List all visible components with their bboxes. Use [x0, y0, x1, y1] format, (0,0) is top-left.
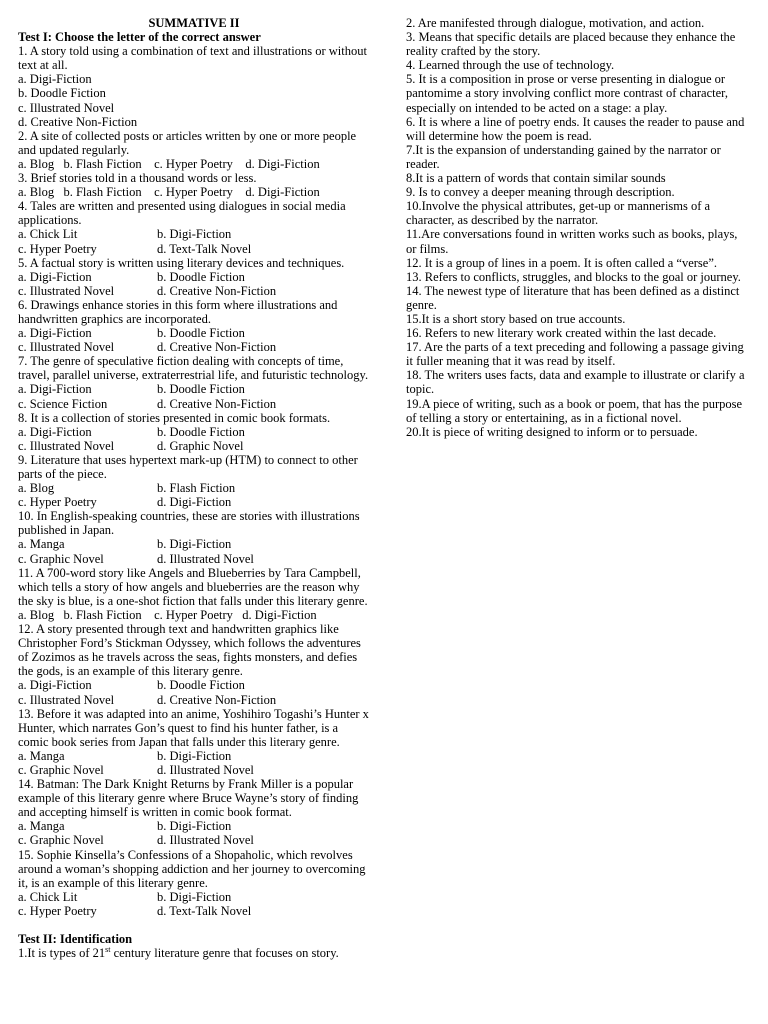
- question-13: [18, 707, 370, 777]
- question-stem: 7. The genre of speculative fiction dealing with concepts of time, travel, parallel universe, extraterrestrial life, and futuristic technology.: [18, 354, 369, 383]
- answer-choice: b. Digi-Fiction: [157, 748, 232, 763]
- answer-choice-row: [18, 481, 370, 495]
- question-stem: 13. Before it was adapted into an anime, Yoshihiro Togashi’s Hunter x Hunter, which narrates Gon’s quest to find his hunter father, is a comic book series from Japan that falls under this literary genre.: [18, 706, 369, 749]
- answer-choice-row: [18, 270, 370, 284]
- question-10: [18, 509, 370, 565]
- answer-choice: c. Illustrated Novel: [18, 340, 115, 355]
- answer-choice: b. Digi-Fiction: [157, 889, 232, 904]
- answer-choice-row: [18, 326, 370, 340]
- question-stem: 3. Brief stories told in a thousand words or less.: [18, 171, 257, 186]
- test2-item-7: 7.It is the expansion of understanding gained by the narrator or reader.: [406, 142, 721, 171]
- answer-choice-row: [18, 904, 370, 918]
- test2-item-13: 13. Refers to conflicts, struggles, and blocks to the goal or journey.: [406, 269, 741, 284]
- test2-item-11: 11.Are conversations found in written works such as books, plays, or films.: [406, 227, 738, 256]
- answer-choice: a. Digi-Fiction: [18, 424, 92, 439]
- question-stem: 9. Literature that uses hypertext mark-up (HTM) to connect to other parts of the piece.: [18, 452, 358, 481]
- question-stem: 15. Sophie Kinsella’s Confessions of a Shopaholic, which revolves around a woman’s shopping addiction and her journey to overcoming it, is an example of this literary genre.: [18, 847, 366, 890]
- answer-choice-row: [18, 819, 370, 833]
- test2-item-5: 5. It is a composition in prose or verse presenting in dialogue or pantomime a story involving conflict more contrast of character, especially on intended to be acted on a stage: a play.: [406, 72, 728, 115]
- answer-choice: d. Creative Non-Fiction: [18, 114, 138, 129]
- answer-choice: c. Hyper Poetry: [18, 241, 97, 256]
- answer-choice: a. Manga: [18, 819, 65, 834]
- question-2: [18, 129, 370, 171]
- answer-choice: a. Digi-Fiction: [18, 269, 92, 284]
- answer-choice: b. Doodle Fiction: [157, 678, 245, 693]
- answer-choice: d. Text-Talk Novel: [157, 241, 252, 256]
- test2-item-4: 4. Learned through the use of technology.: [406, 58, 615, 73]
- test2-item-1-superscript: st: [105, 944, 111, 954]
- answer-choice: b. Doodle Fiction: [157, 382, 245, 397]
- answer-choice: d. Illustrated Novel: [157, 762, 254, 777]
- answer-choice: a. Digi-Fiction: [18, 72, 92, 87]
- answer-choice: a. Blog: [18, 481, 55, 496]
- answer-choice-row: [18, 552, 370, 566]
- answer-choice: c. Graphic Novel: [18, 551, 104, 566]
- answer-choice: d. Creative Non-Fiction: [157, 396, 277, 411]
- question-stem: 8. It is a collection of stories presented in comic book formats.: [18, 410, 331, 425]
- test2-item-18: 18. The writers uses facts, data and example to illustrate or clarify a topic.: [406, 368, 745, 397]
- test2-item-20: 20.It is piece of writing designed to inform or to persuade.: [406, 424, 698, 439]
- question-1: [18, 44, 370, 129]
- answer-choice-row: [18, 495, 370, 509]
- answer-choice: c. Graphic Novel: [18, 762, 104, 777]
- answer-choice-row: [18, 242, 370, 256]
- answer-choice: b. Digi-Fiction: [157, 819, 232, 834]
- test2-item-19: 19.A piece of writing, such as a book or poem, that has the purpose of telling a story or entertaining, as in a fictional novel.: [406, 396, 743, 425]
- answer-choice: b. Digi-Fiction: [157, 227, 232, 242]
- test2-item-3: 3. Means that specific details are placed because they enhance the reality crafted by the story.: [406, 30, 736, 59]
- answer-choice: b. Doodle Fiction: [18, 86, 106, 101]
- answer-choice: c. Science Fiction: [18, 396, 108, 411]
- answer-choice: b. Digi-Fiction: [157, 537, 232, 552]
- question-14: [18, 777, 370, 847]
- question-7: [18, 354, 370, 410]
- answer-choice-row: [18, 890, 370, 904]
- test1-question-list: [18, 44, 370, 918]
- answer-choice-row: [18, 382, 370, 396]
- answer-choice: d. Illustrated Novel: [157, 551, 254, 566]
- question-stem: 1. A story told using a combination of text and illustrations or without text at all.: [18, 44, 367, 73]
- answer-choice: a. Chick Lit: [18, 889, 78, 904]
- answer-choices-inline: a. Blog b. Flash Fiction c. Hyper Poetry d. Digi-Fiction: [18, 607, 317, 622]
- answer-choice: b. Doodle Fiction: [157, 424, 245, 439]
- answer-choice-row: [18, 763, 370, 777]
- answer-choices-inline: a. Blog b. Flash Fiction c. Hyper Poetry d. Digi-Fiction: [18, 156, 320, 171]
- answer-choice: c. Graphic Novel: [18, 833, 104, 848]
- answer-choice: d. Graphic Novel: [157, 438, 244, 453]
- answer-choice: c. Illustrated Novel: [18, 692, 115, 707]
- question-stem: 11. A 700-word story like Angels and Blueberries by Tara Campbell, which tells a story of how angels and blueberries are the reason why the sky is blue, is a one-shot fiction that falls under this literary genre.: [18, 565, 368, 608]
- answer-choice: c. Illustrated Novel: [18, 100, 115, 115]
- answer-choice: d. Creative Non-Fiction: [157, 692, 277, 707]
- answer-choice-row: [18, 397, 370, 411]
- answer-choices-inline: a. Blog b. Flash Fiction c. Hyper Poetry d. Digi-Fiction: [18, 185, 320, 200]
- section-gap: [18, 918, 370, 932]
- answer-choice: d. Creative Non-Fiction: [157, 283, 277, 298]
- answer-choice-row: [18, 833, 370, 847]
- answer-choice: c. Hyper Poetry: [18, 903, 97, 918]
- answer-choice: d. Creative Non-Fiction: [157, 340, 277, 355]
- test2-item-2: 2. Are manifested through dialogue, motivation, and action.: [406, 16, 705, 30]
- left-column: [18, 16, 370, 960]
- right-column-test2-items: [406, 16, 750, 439]
- answer-choice-row: [18, 678, 370, 692]
- answer-choice: d. Illustrated Novel: [157, 833, 254, 848]
- answer-choice: a. Digi-Fiction: [18, 678, 92, 693]
- question-15: [18, 848, 370, 918]
- answer-choice-row: [18, 284, 370, 298]
- test2-item-14: 14. The newest type of literature that has been defined as a distinct genre.: [406, 283, 740, 312]
- question-11: [18, 566, 370, 622]
- test2-item-9: 9. Is to convey a deeper meaning through description.: [406, 185, 675, 200]
- test2-item-15: 15.It is a short story based on true accounts.: [406, 311, 626, 326]
- question-12: [18, 622, 370, 707]
- answer-choice: c. Hyper Poetry: [18, 495, 97, 510]
- answer-choice-row: [18, 425, 370, 439]
- answer-choice-row: [18, 340, 370, 354]
- question-6: [18, 298, 370, 354]
- answer-choice: a. Manga: [18, 748, 65, 763]
- test2-heading: Test II: Identification: [18, 932, 133, 946]
- question-stem: 12. A story presented through text and handwritten graphics like Christopher Ford’s Stickman Odyssey, which follows the adventures of Zozimos as he travels across the seas, fights monsters, and defies the gods, is an example of this literary genre.: [18, 622, 361, 679]
- test2-item-10: 10.Involve the physical attributes, get-up or mannerisms of a character, as described by the narrator.: [406, 199, 711, 228]
- worksheet-title: SUMMATIVE II: [148, 16, 240, 30]
- question-4: [18, 199, 370, 255]
- answer-choice-row: [18, 537, 370, 551]
- answer-choice: a. Manga: [18, 537, 65, 552]
- answer-choice: a. Digi-Fiction: [18, 326, 92, 341]
- answer-choice: b. Flash Fiction: [157, 481, 236, 496]
- test2-item-1-rest: century literature genre that focuses on story.: [110, 946, 339, 961]
- answer-choice: d. Digi-Fiction: [157, 495, 232, 510]
- answer-choice-row: [18, 439, 370, 453]
- answer-choice: b. Doodle Fiction: [157, 269, 245, 284]
- answer-choice-row: [18, 749, 370, 763]
- question-stem: 2. A site of collected posts or articles written by one or more people and updated regularly.: [18, 128, 357, 157]
- answer-choice: a. Digi-Fiction: [18, 382, 92, 397]
- question-stem: 10. In English-speaking countries, these are stories with illustrations published in Japan.: [18, 509, 360, 538]
- answer-choice-row: [18, 227, 370, 241]
- test2-item-17: 17. Are the parts of a text preceding and following a passage giving it fuller meaning that it was read by itself.: [406, 340, 744, 369]
- question-stem: 5. A factual story is written using literary devices and techniques.: [18, 255, 345, 270]
- question-3: [18, 171, 370, 199]
- question-5: [18, 256, 370, 298]
- question-stem: 6. Drawings enhance stories in this form where illustrations and handwritten graphics are incorporated.: [18, 297, 338, 326]
- test2-item-1: [18, 946, 370, 960]
- test2-item-16: 16. Refers to new literary work created within the last decade.: [406, 326, 717, 341]
- test1-heading: Test I: Choose the letter of the correct answer: [18, 30, 261, 45]
- answer-choice: b. Doodle Fiction: [157, 326, 245, 341]
- question-9: [18, 453, 370, 509]
- test2-item-12: 12. It is a group of lines in a poem. It is often called a “verse”.: [406, 255, 718, 270]
- question-stem: 4. Tales are written and presented using dialogues in social media applications.: [18, 199, 346, 228]
- answer-choice: a. Chick Lit: [18, 227, 78, 242]
- answer-choice: c. Illustrated Novel: [18, 283, 115, 298]
- test2-item-8: 8.It is a pattern of words that contain similar sounds: [406, 171, 666, 186]
- answer-choice: c. Illustrated Novel: [18, 438, 115, 453]
- question-8: [18, 411, 370, 453]
- test2-item-6: 6. It is where a line of poetry ends. It causes the reader to pause and will determine how the poem is read.: [406, 114, 745, 143]
- test2-item-1-text: 1.It is types of 21: [18, 946, 106, 961]
- answer-choice: d. Text-Talk Novel: [157, 903, 252, 918]
- answer-choice-row: [18, 693, 370, 707]
- question-stem: 14. Batman: The Dark Knight Returns by Frank Miller is a popular example of this literary genre where Bruce Wayne’s story of finding and accepting himself is written in comic book format.: [18, 777, 359, 820]
